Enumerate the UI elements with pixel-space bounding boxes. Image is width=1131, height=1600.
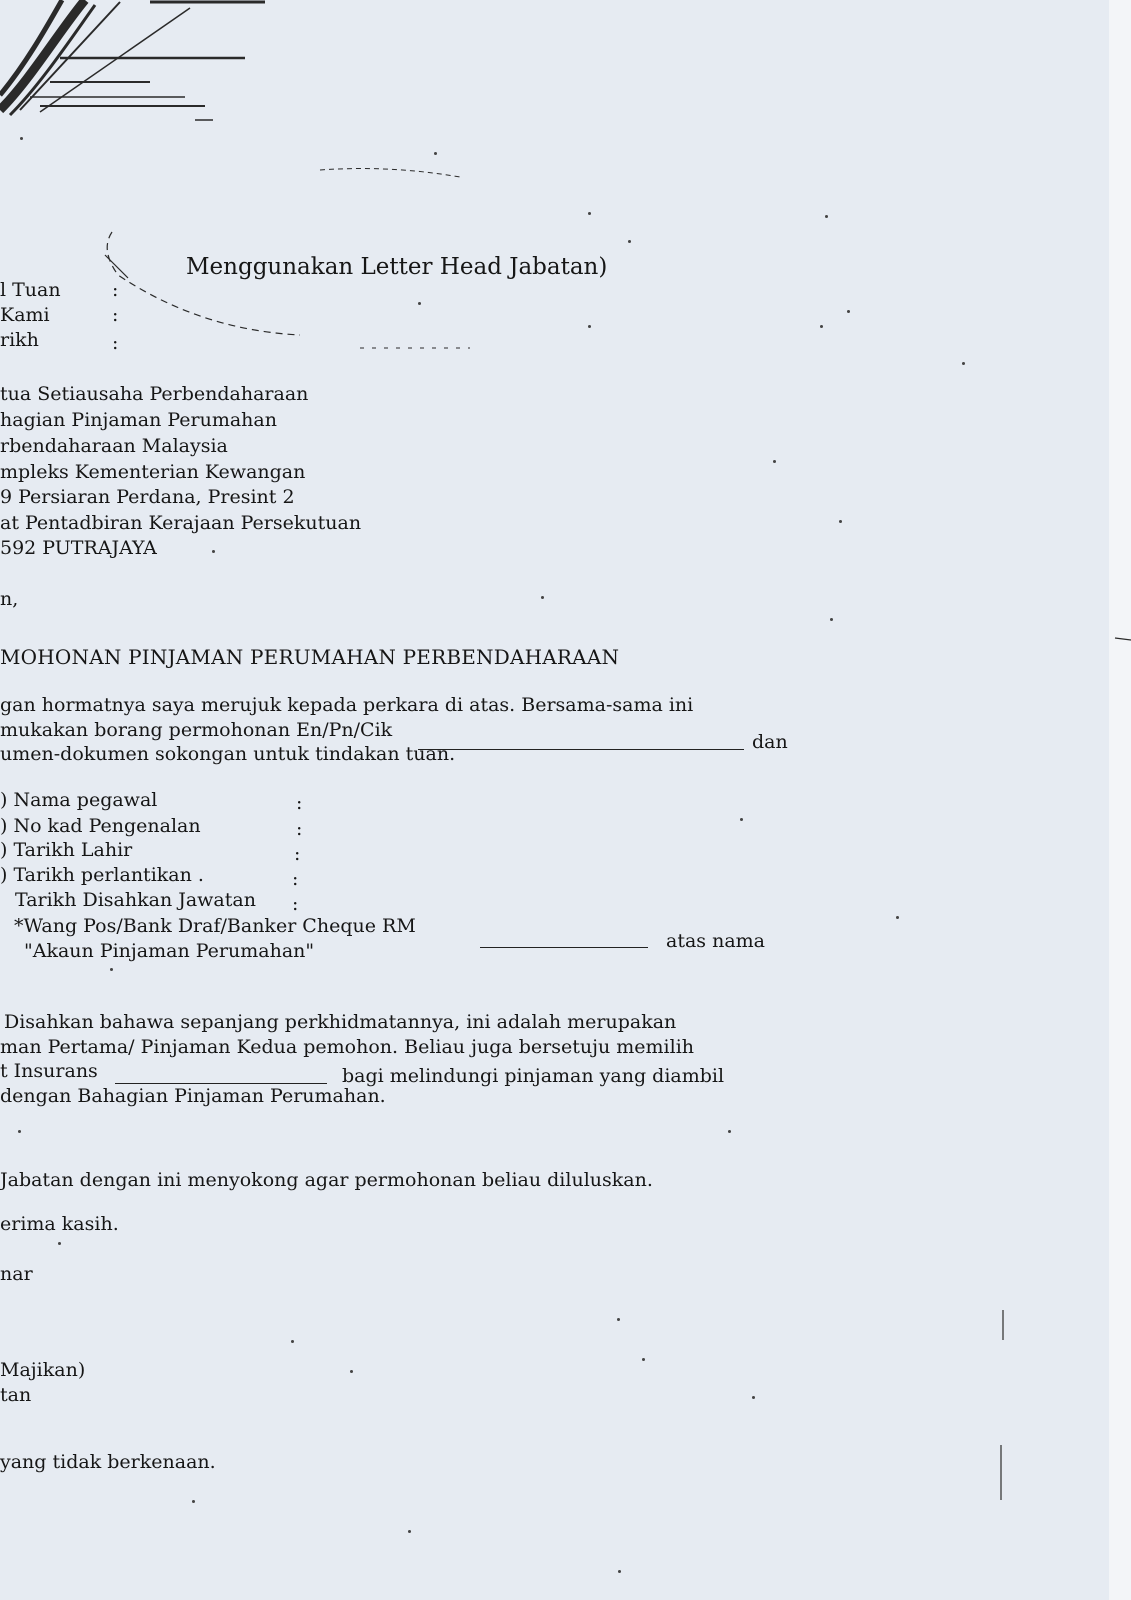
detail-sep: : (296, 792, 303, 814)
intro-line: dan (752, 731, 788, 753)
intro-line: umen-dokumen sokongan untuk tindakan tuan. (0, 743, 456, 765)
address-line: 9 Persiaran Perdana, Presint 2 (0, 486, 295, 508)
salutation: n, (0, 588, 19, 610)
detail-label: ) Tarikh perlantikan . (0, 864, 204, 886)
payment-amount-blank (480, 947, 648, 948)
payment-line: "Akaun Pinjaman Perumahan" (24, 940, 315, 962)
signature-line: Majikan) (0, 1359, 86, 1381)
detail-sep: : (296, 818, 303, 840)
ref-sep-our-ref: : (112, 304, 119, 326)
address-line: rbendaharaan Malaysia (0, 435, 228, 457)
closing-line: nar (0, 1263, 33, 1285)
ref-label-our-ref: Kami (0, 304, 50, 326)
detail-sep: : (294, 843, 301, 865)
detail-label: ) Tarikh Lahir (0, 839, 133, 861)
payment-line: *Wang Pos/Bank Draf/Banker Cheque RM (14, 915, 416, 937)
footnote: yang tidak berkenaan. (0, 1451, 216, 1473)
address-line: hagian Pinjaman Perumahan (0, 409, 277, 431)
detail-label: ) Nama pegawal (0, 789, 158, 811)
confirmation-line: Disahkan bahawa sepanjang perkhidmatannya, ini adalah merupakan (4, 1011, 677, 1033)
detail-sep: : (292, 893, 299, 915)
payment-line: atas nama (666, 930, 765, 952)
ref-sep-date: : (112, 332, 119, 354)
ref-label-your-ref: l Tuan (0, 279, 61, 301)
applicant-name-blank (418, 749, 744, 750)
letterhead-note: Menggunakan Letter Head Jabatan) (186, 254, 608, 280)
confirmation-line: dengan Bahagian Pinjaman Perumahan. (0, 1085, 386, 1107)
intro-line: mukakan borang permohonan En/Pn/Cik (0, 719, 393, 741)
signature-line: tan (0, 1384, 32, 1406)
detail-label: Tarikh Disahkan Jawatan (15, 889, 256, 911)
subject-line: MOHONAN PINJAMAN PERUMAHAN PERBENDAHARAAN (0, 645, 620, 669)
address-line: 592 PUTRAJAYA (0, 537, 157, 559)
thanks-line: erima kasih. (0, 1213, 119, 1235)
intro-line: gan hormatnya saya merujuk kepada perkara di atas. Bersama-sama ini (0, 694, 694, 716)
confirmation-line: man Pertama/ Pinjaman Kedua pemohon. Beliau juga bersetuju memilih (0, 1036, 695, 1058)
confirmation-line: t Insurans (0, 1060, 98, 1082)
support-statement: Jabatan dengan ini menyokong agar permohonan beliau diluluskan. (0, 1169, 653, 1191)
ref-label-date: rikh (0, 329, 39, 351)
ref-sep-your-ref: : (112, 279, 119, 301)
address-line: tua Setiausaha Perbendaharaan (0, 383, 309, 405)
address-line: at Pentadbiran Kerajaan Persekutuan (0, 512, 362, 534)
detail-label: ) No kad Pengenalan (0, 815, 201, 837)
address-line: mpleks Kementerian Kewangan (0, 461, 306, 483)
detail-sep: : (292, 868, 299, 890)
confirmation-line: bagi melindungi pinjaman yang diambil (342, 1065, 725, 1087)
